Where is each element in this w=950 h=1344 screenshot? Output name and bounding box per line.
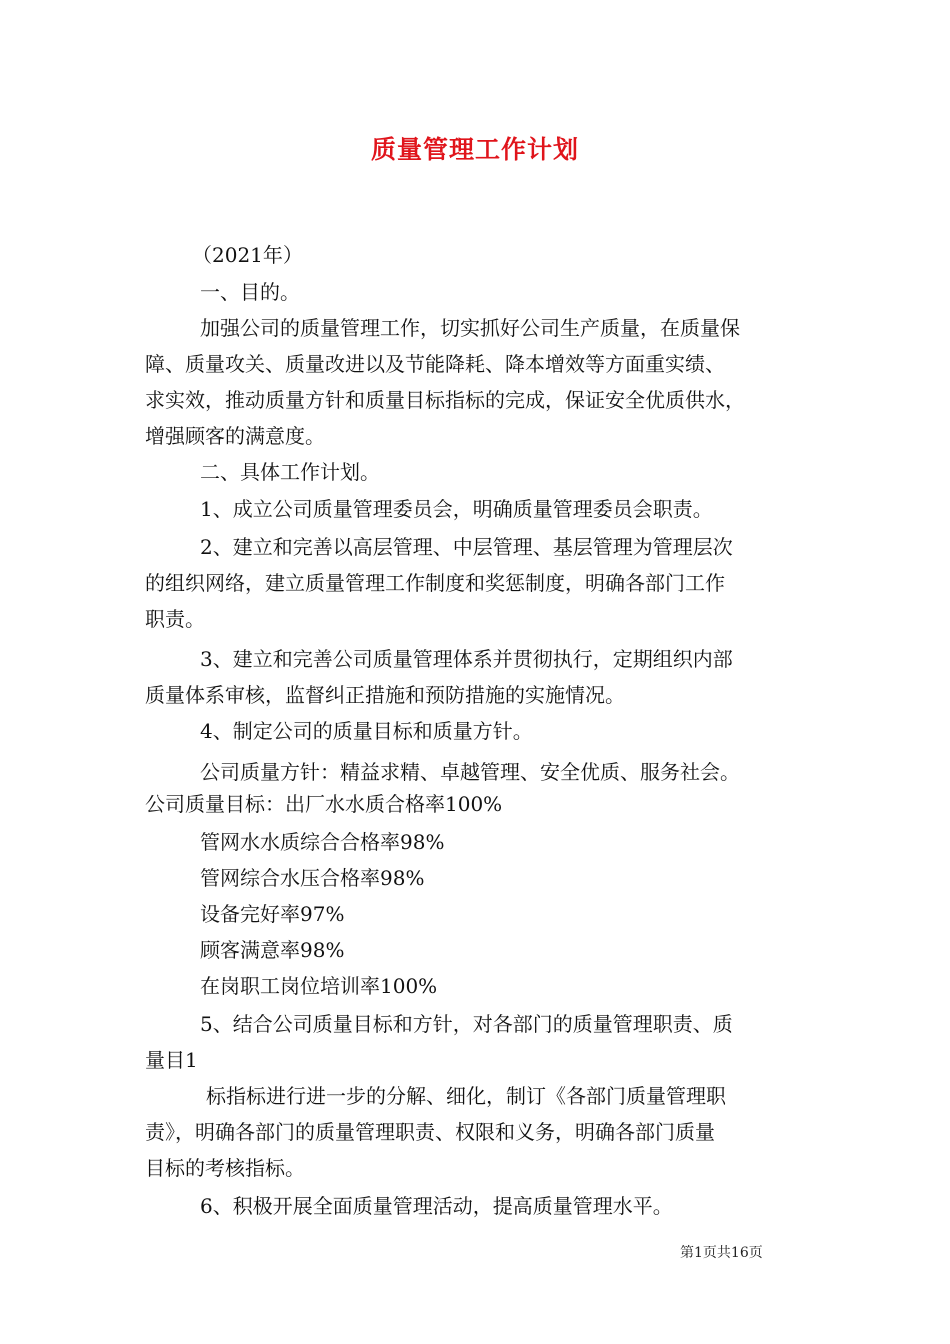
quality-targets-lead: 公司质量目标：出厂水水质合格率100% xyxy=(145,792,503,816)
plan-item-3-line: 3、建立和完善公司质量管理体系并贯彻执行，定期组织内部 xyxy=(200,647,733,671)
page-number-footer: 第1页共16页 xyxy=(680,1245,763,1261)
section2-heading: 二、具体工作计划。 xyxy=(200,460,380,484)
quality-target: 顾客满意率98% xyxy=(200,938,345,962)
quality-target: 管网综合水压合格率98% xyxy=(200,866,425,890)
plan-item-6: 6、积极开展全面质量管理活动，提高质量管理水平。 xyxy=(200,1194,673,1218)
plan-item-1: 1、成立公司质量管理委员会，明确质量管理委员会职责。 xyxy=(200,497,713,521)
plan-item-2-line: 职责。 xyxy=(145,607,205,631)
paragraph-line: 求实效，推动质量方针和质量目标指标的完成，保证安全优质供水， xyxy=(145,388,745,412)
plan-item-5-line: 标指标进行进一步的分解、细化，制订《各部门质量管理职 xyxy=(206,1084,726,1108)
plan-item-3-line: 质量体系审核，监督纠正措施和预防措施的实施情况。 xyxy=(145,683,625,707)
plan-item-2-line: 2、建立和完善以高层管理、中层管理、基层管理为管理层次 xyxy=(200,535,733,559)
plan-item-5-line: 5、结合公司质量目标和方针，对各部门的质量管理职责、质 xyxy=(200,1012,733,1036)
quality-target: 设备完好率97% xyxy=(200,902,345,926)
year-line: （2021年） xyxy=(192,243,303,267)
quality-target: 在岗职工岗位培训率100% xyxy=(200,974,438,998)
plan-item-4: 4、制定公司的质量目标和质量方针。 xyxy=(200,719,533,743)
paragraph-line: 加强公司的质量管理工作，切实抓好公司生产质量，在质量保 xyxy=(200,316,740,340)
plan-item-5-line: 责》，明确各部门的质量管理职责、权限和义务，明确各部门质量 xyxy=(145,1120,715,1144)
plan-item-5-line: 目标的考核指标。 xyxy=(145,1156,305,1180)
section1-heading: 一、目的。 xyxy=(200,280,300,304)
paragraph-line: 增强顾客的满意度。 xyxy=(145,424,325,448)
plan-item-5-line: 量目1 xyxy=(145,1048,198,1072)
paragraph-line: 障、质量攻关、质量改进以及节能降耗、降本增效等方面重实绩、 xyxy=(145,352,725,376)
plan-item-2-line: 的组织网络，建立质量管理工作制度和奖惩制度，明确各部门工作 xyxy=(145,571,725,595)
document-title: 质量管理工作计划 xyxy=(370,135,579,164)
quality-target: 管网水水质综合合格率98% xyxy=(200,830,445,854)
quality-policy: 公司质量方针：精益求精、卓越管理、安全优质、服务社会。 xyxy=(200,760,740,784)
